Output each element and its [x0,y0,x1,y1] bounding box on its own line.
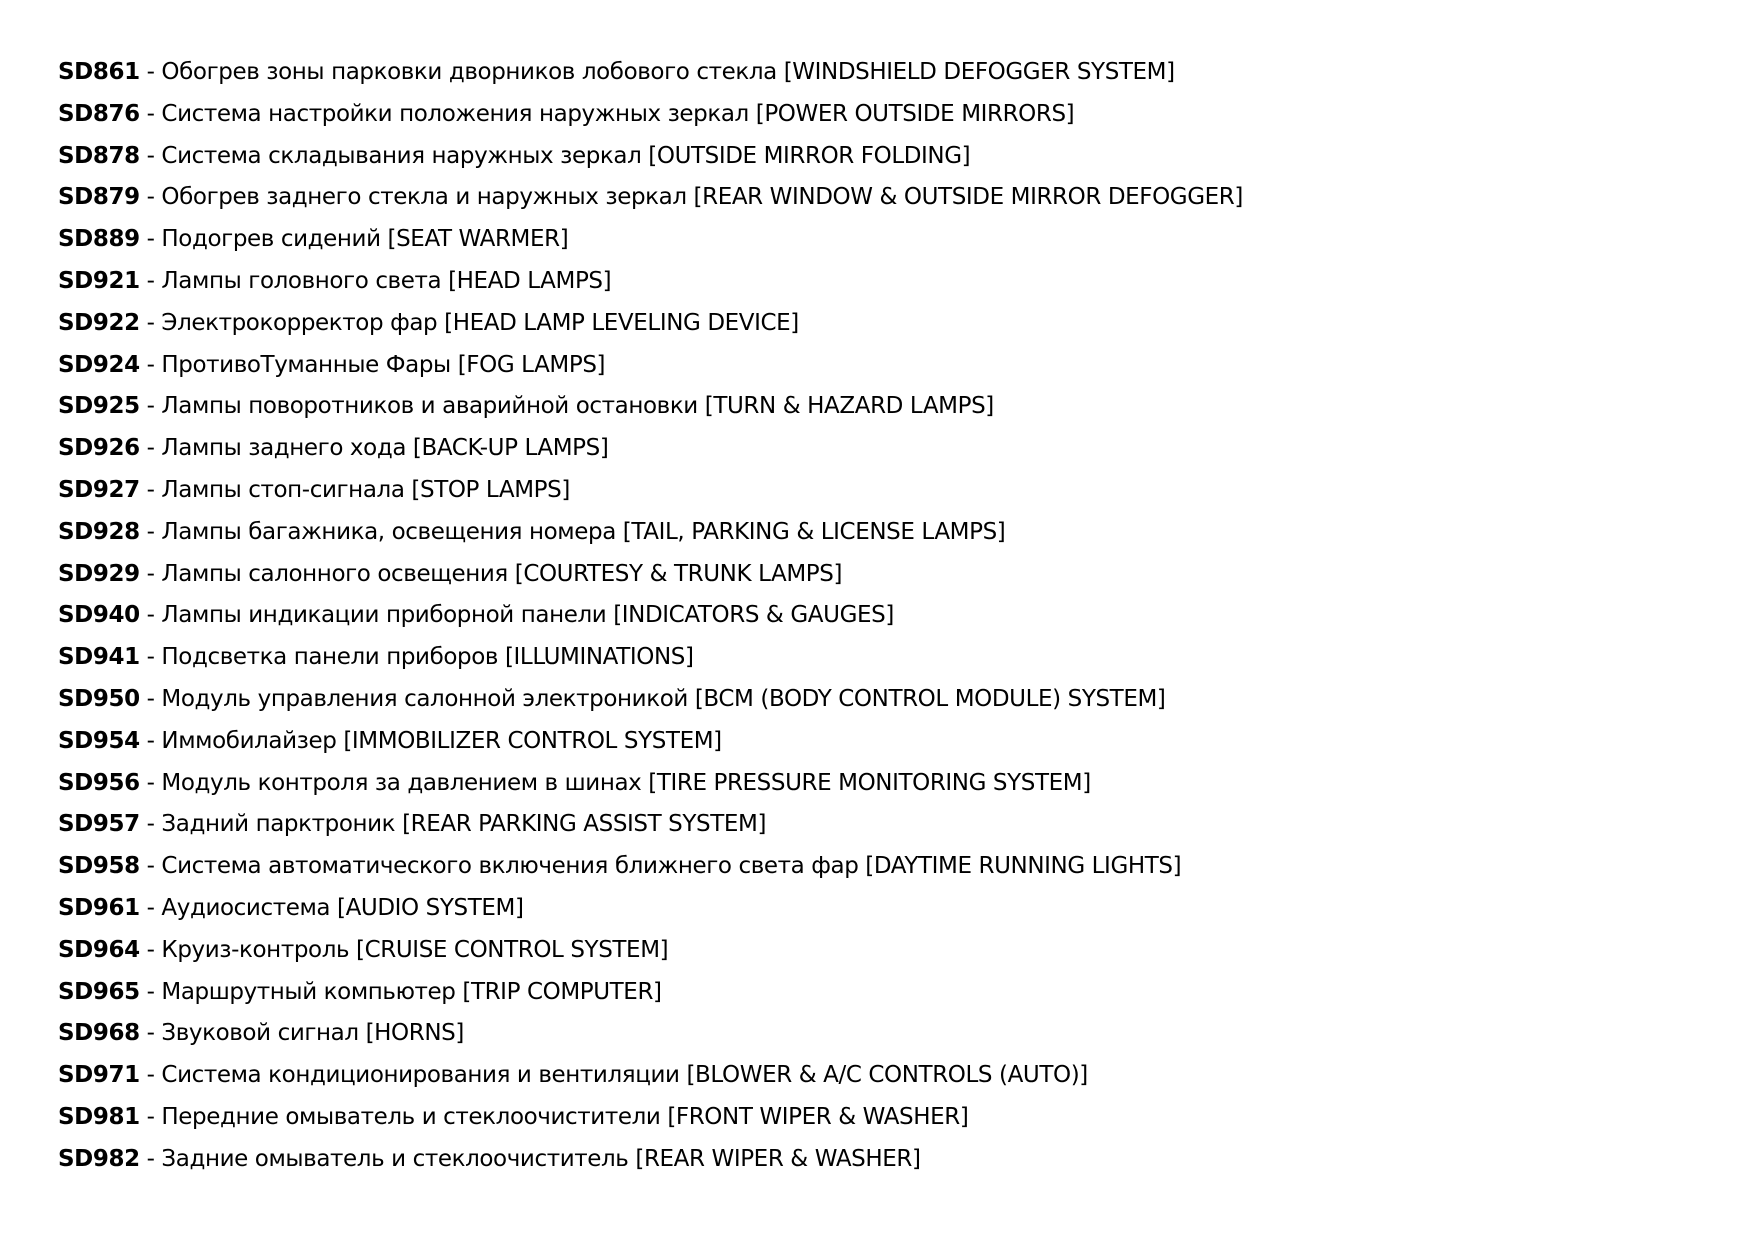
entry-description: Лампы стоп-сигнала [STOP LAMPS] [161,476,570,503]
entry-code: SD927 [58,476,140,503]
list-item: SD876 - Система настройки положения наружных зеркал [POWER OUTSIDE MIRRORS] [58,100,1075,127]
entry-code: SD925 [58,393,140,420]
entry-description: Задний парктроник [REAR PARKING ASSIST SYSTEM] [161,811,767,838]
entry-code: SD929 [58,560,140,587]
list-item: SD928 - Лампы багажника, освещения номера [TAIL, PARKING & LICENSE LAMPS] [58,518,1006,545]
entry-description: Задние омыватель и стеклоочиститель [REAR WIPER & WASHER] [161,1145,921,1172]
list-item: SD926 - Лампы заднего хода [BACK-UP LAMPS] [58,435,609,462]
entry-description: Система кондиционирования и вентиляции [BLOWER & A/C CONTROLS (AUTO)] [161,1062,1088,1089]
entry-code: SD861 [58,59,140,85]
list-item: SD968 - Звуковой сигнал [HORNS] [58,1020,464,1047]
entry-code: SD982 [58,1145,140,1172]
entry-description: Лампы индикации приборной панели [INDICATORS & GAUGES] [161,602,894,629]
entry-code: SD965 [58,978,140,1005]
entry-description: Лампы головного света [HEAD LAMPS] [161,267,612,294]
entry-code: SD926 [58,435,140,462]
list-item: SD961 - Аудиосистема [AUDIO SYSTEM] [58,894,524,921]
entry-code: SD928 [58,518,140,545]
entry-code: SD968 [58,1020,140,1047]
list-item: SD924 - ПротивоТуманные Фары [FOG LAMPS] [58,351,606,378]
entry-description: Система настройки положения наружных зеркал [POWER OUTSIDE MIRRORS] [161,100,1075,127]
list-item: SD982 - Задние омыватель и стеклоочиститель [REAR WIPER & WASHER] [58,1145,921,1172]
entry-description: Обогрев зоны парковки дворников лобового стекла [WINDSHIELD DEFOGGER SYSTEM] [161,59,1175,85]
entry-description: Передние омыватель и стеклоочистители [FRONT WIPER & WASHER] [161,1103,969,1130]
list-item: SD929 - Лампы салонного освещения [COURTESY & TRUNK LAMPS] [58,560,843,587]
entry-code: SD971 [58,1062,140,1089]
entry-description: Электрокорректор фар [HEAD LAMP LEVELING DEVICE] [161,309,799,336]
entry-code: SD879 [58,184,140,211]
entry-description: Подогрев сидений [SEAT WARMER] [161,226,569,253]
entry-description: Лампы заднего хода [BACK-UP LAMPS] [161,435,609,462]
list-item: SD965 - Маршрутный компьютер [TRIP COMPUTER] [58,978,662,1005]
entry-description: Обогрев заднего стекла и наружных зеркал [REAR WINDOW & OUTSIDE MIRROR DEFOGGER] [161,184,1243,211]
list-item: SD957 - Задний парктроник [REAR PARKING ASSIST SYSTEM] [58,811,767,838]
list-item: SD950 - Модуль управления салонной электроникой [BCM (BODY CONTROL MODULE) SYSTEM] [58,685,1166,712]
entry-description: Аудиосистема [AUDIO SYSTEM] [161,894,524,921]
entry-code: SD956 [58,769,140,796]
entry-description: Лампы багажника, освещения номера [TAIL, PARKING & LICENSE LAMPS] [161,518,1006,545]
entry-code: SD922 [58,309,140,336]
entry-description: Лампы поворотников и аварийной остановки [TURN & HAZARD LAMPS] [161,393,994,420]
entry-description: Система автоматического включения ближнего света фар [DAYTIME RUNNING LIGHTS] [161,853,1182,880]
entry-code: SD964 [58,936,140,963]
entry-code: SD921 [58,267,140,294]
entry-description: Лампы салонного освещения [COURTESY & TRUNK LAMPS] [161,560,843,587]
entry-code: SD924 [58,351,140,378]
entry-code: SD889 [58,226,140,253]
entry-code: SD941 [58,644,140,671]
entry-code: SD876 [58,100,140,127]
entry-description: Система складывания наружных зеркал [OUTSIDE MIRROR FOLDING] [161,142,971,169]
entry-description: Иммобилайзер [IMMOBILIZER CONTROL SYSTEM] [161,727,722,754]
list-item: SD927 - Лампы стоп-сигнала [STOP LAMPS] [58,476,570,503]
list-item: SD964 - Круиз-контроль [CRUISE CONTROL SYSTEM] [58,936,669,963]
list-item: SD879 - Обогрев заднего стекла и наружных зеркал [REAR WINDOW & OUTSIDE MIRROR DEFOGGER] [58,184,1243,211]
entry-code: SD981 [58,1103,140,1130]
entry-code: SD961 [58,894,140,921]
list-item: SD981 - Передние омыватель и стеклоочистители [FRONT WIPER & WASHER] [58,1103,969,1130]
entry-code: SD878 [58,142,140,169]
entry-code: SD954 [58,727,140,754]
list-item: SD954 - Иммобилайзер [IMMOBILIZER CONTROL SYSTEM] [58,727,722,754]
list-item: SD958 - Система автоматического включения ближнего света фар [DAYTIME RUNNING LIGHTS] [58,853,1182,880]
entry-code: SD950 [58,685,140,712]
entry-code: SD940 [58,602,140,629]
entry-description: Круиз-контроль [CRUISE CONTROL SYSTEM] [161,936,669,963]
list-item: SD889 - Подогрев сидений [SEAT WARMER] [58,226,569,253]
entry-description: Маршрутный компьютер [TRIP COMPUTER] [161,978,662,1005]
entry-description: Модуль управления салонной электроникой [BCM (BODY CONTROL MODULE) SYSTEM] [161,685,1166,712]
entry-description: ПротивоТуманные Фары [FOG LAMPS] [161,351,606,378]
entry-description: Подсветка панели приборов [ILLUMINATIONS] [161,644,694,671]
list-item: SD878 - Система складывания наружных зеркал [OUTSIDE MIRROR FOLDING] [58,142,971,169]
document-page [58,52,1698,1181]
entry-code: SD957 [58,811,140,838]
list-item: SD921 - Лампы головного света [HEAD LAMPS] [58,267,612,294]
entry-code: SD958 [58,853,140,880]
list-item: SD956 - Модуль контроля за давлением в шинах [TIRE PRESSURE MONITORING SYSTEM] [58,769,1091,796]
list-item: SD971 - Система кондиционирования и вентиляции [BLOWER & A/C CONTROLS (AUTO)] [58,1062,1088,1089]
list-item: SD941 - Подсветка панели приборов [ILLUMINATIONS] [58,644,694,671]
entry-description: Модуль контроля за давлением в шинах [TIRE PRESSURE MONITORING SYSTEM] [161,769,1091,796]
list-item: SD940 - Лампы индикации приборной панели [INDICATORS & GAUGES] [58,602,894,629]
entry-description: Звуковой сигнал [HORNS] [161,1020,464,1047]
list-item: SD922 - Электрокорректор фар [HEAD LAMP LEVELING DEVICE] [58,309,799,336]
list-item: SD925 - Лампы поворотников и аварийной остановки [TURN & HAZARD LAMPS] [58,393,994,420]
list-item: SD861 - Обогрев зоны парковки дворников лобового стекла [WINDSHIELD DEFOGGER SYSTEM] [58,59,1175,85]
